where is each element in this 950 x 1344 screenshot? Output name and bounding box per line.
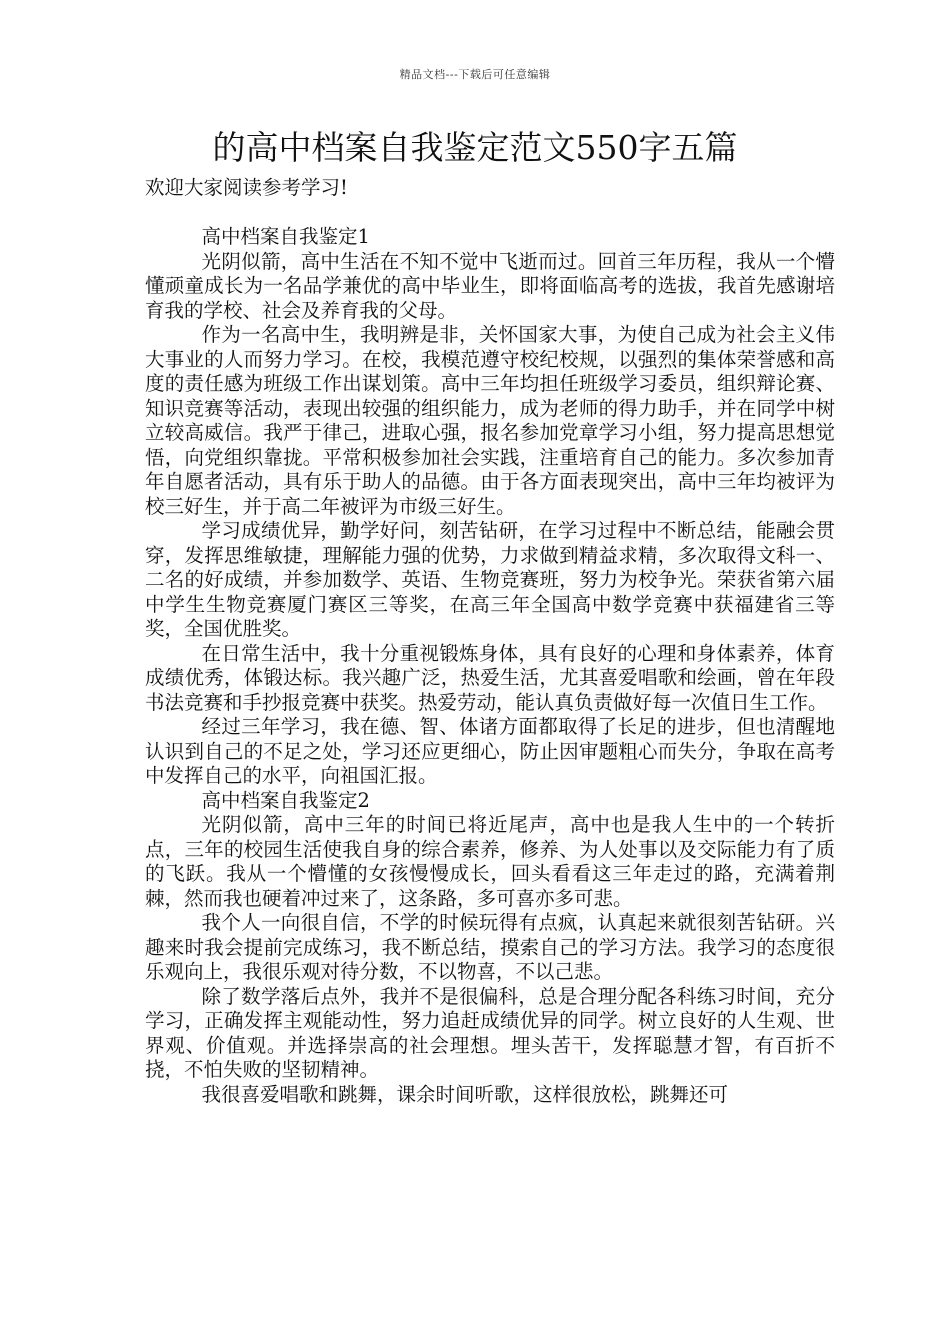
section-heading: 高中档案自我鉴定1 [201,225,370,248]
paragraph: 在日常生活中，我十分重视锻炼身体，具有良好的心理和身体素养，体育成绩优秀，体锻达标。我兴趣广泛，热爱生活，尤其喜爱唱歌和绘画，曾在年段书法竞赛和手抄报竞赛中获奖。热爱劳动，能认真负责做好每一次值日生工作。 [145,641,835,714]
paragraph: 作为一名高中生，我明辨是非，关怀国家大事，为使自己成为社会主义伟大事业的人而努力学习。在校，我模范遵守校纪校规，以强烈的集体荣誉感和高度的责任感为班级工作出谋划策。高中三年均担任班级学习委员，组织辩论赛、知识竞赛等活动，表现出较强的组织能力，成为老师的得力助手，并在同学中树立较高威信。我严于律己，进取心强，报名参加党章学习小组，努力提高思想觉悟，向党组织靠拢。平常积极参加社会实践，注重培育自己的能力。多次参加青年自愿者活动，具有乐于助人的品德。由于各方面表现突出，高中三年均被评为校三好生，并于高二年被评为市级三好生。 [145,323,835,518]
paragraph: 我个人一向很自信，不学的时候玩得有点疯，认真起来就很刻苦钻研。兴趣来时我会提前完成练习，我不断总结，摸索自己的学习方法。我学习的态度很乐观向上，我很乐观对待分数，不以物喜，不以己悲。 [145,911,835,983]
paragraph: 光阴似箭，高中三年的时间已将近尾声，高中也是我人生中的一个转折点，三年的校园生活使我自身的综合素养，修养、为人处事以及交际能力有了质的飞跃。我从一个懵懂的女孩慢慢成长，回头看看这三年走过的路，充满着荆棘，然而我也硬着冲过来了，这条路，多可喜亦多可悲。 [145,813,835,910]
page-header: 精品文档---下载后可任意编辑 [399,68,551,81]
paragraph: 我很喜爱唱歌和跳舞，课余时间听歌，这样很放松，跳舞还可 [201,1082,729,1106]
paragraph: 光阴似箭，高中生活在不知不觉中飞逝而过。回首三年历程，我从一个懵懂顽童成长为一名品学兼优的高中毕业生，即将面临高考的选拔，我首先感谢培育我的学校、社会及养育我的父母。 [145,249,835,322]
intro-text: 欢迎大家阅读参考学习! [145,176,348,199]
paragraph: 经过三年学习，我在德、智、体诸方面都取得了长足的进步，但也清醒地认识到自己的不足之处，学习还应更细心，防止因审题粗心而失分，争取在高考中发挥自己的水平，向祖国汇报。 [145,715,835,787]
section-heading: 高中档案自我鉴定2 [201,788,370,812]
document-title: 的高中档案自我鉴定范文550字五篇 [212,128,738,167]
document-body [145,225,835,1107]
paragraph: 除了数学落后点外，我并不是很偏科，总是合理分配各科练习时间，充分学习，正确发挥主观能动性，努力追赶成绩优异的同学。树立良好的人生观、世界观、价值观。并选择崇高的社会理想。埋头苦干，发挥聪慧才智，有百折不挠，不怕失败的坚韧精神。 [145,984,835,1081]
paragraph: 学习成绩优异，勤学好问，刻苦钻研，在学习过程中不断总结，能融会贯穿，发挥思维敏捷，理解能力强的优势，力求做到精益求精，多次取得文科一、二名的好成绩，并参加数学、英语、生物竞赛班，努力为校争光。荣获省第六届中学生生物竞赛厦门赛区三等奖，在高三年全国高中数学竞赛中获福建省三等奖，全国优胜奖。 [145,519,835,640]
